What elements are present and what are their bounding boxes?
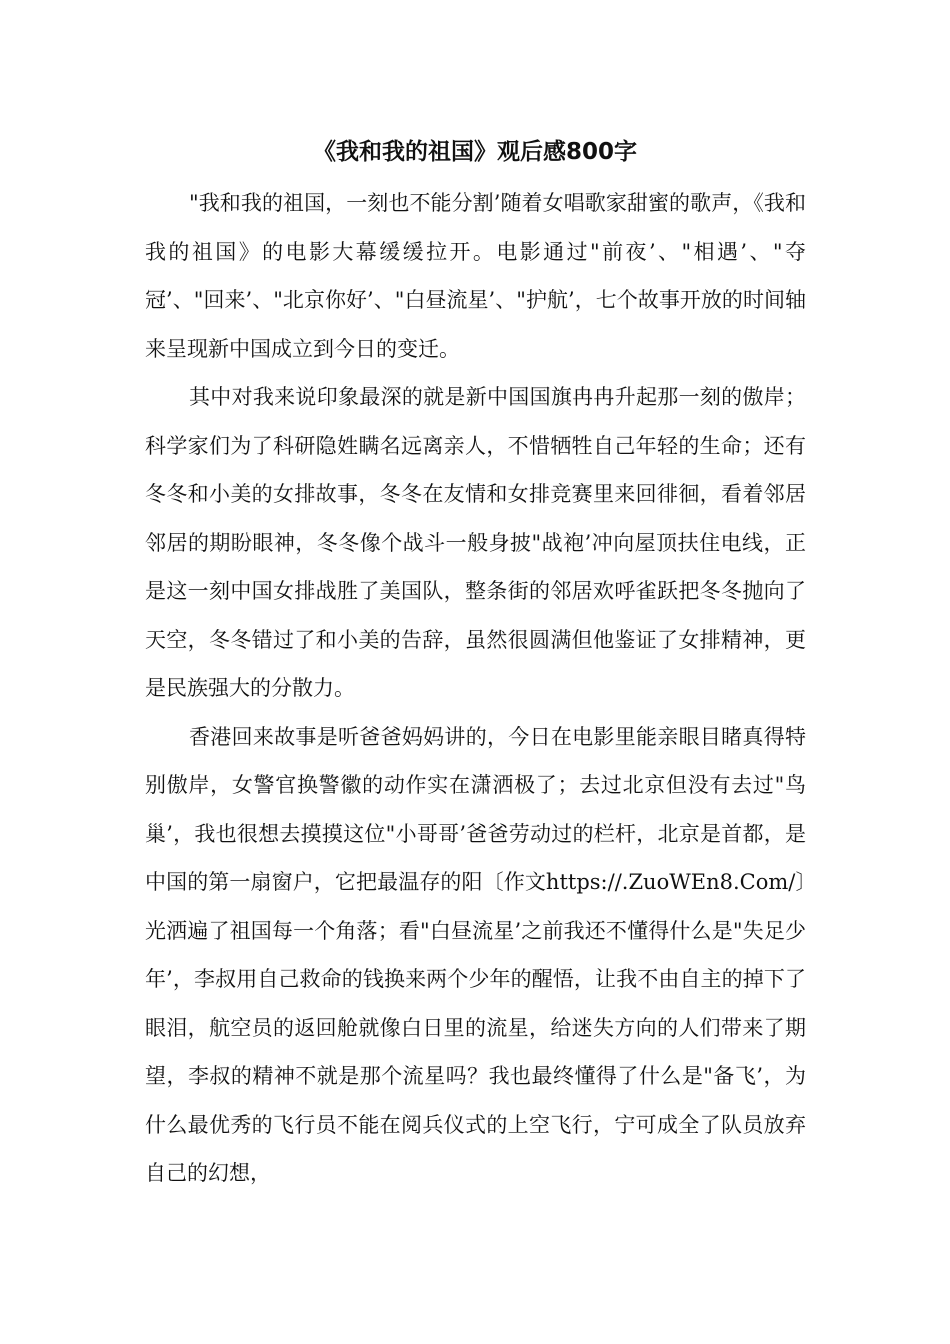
paragraph-2: 其中对我来说印象最深的就是新中国国旗冉冉升起那一刻的傲岸；科学家们为了科研隐姓瞒名远离亲人，不惜牺牲自己年轻的生命；还有冬冬和小美的女排故事，冬冬在友情和女排竞赛里来回徘徊，看着邻居邻居的期盼眼神，冬冬像个战斗一般身披"战袍’冲向屋顶扶住电线，正是这一刻中国女排战胜了美国队，整条街的邻居欢呼雀跃把冬冬抛向了天空，冬冬错过了和小美的告辞，虽然很圆满但他鉴证了女排精神，更是民族强大的分散力。 — [145, 385, 806, 700]
paragraph-3: 香港回来故事是听爸爸妈妈讲的，今日在电影里能亲眼目睹真得特别傲岸，女警官换警徽的动作实在潇洒极了；去过北京但没有去过"鸟巢’，我也很想去摸摸这位"小哥哥’爸爸劳动过的栏杆，北京是首都，是中国的第一扇窗户，它把最温存的阳〔作文https://.ZuoWEn8.Com/〕光洒遍了祖国每一个角落；看"白昼流星’之前我还不懂得什么是"失足少年’，李叔用自己救命的钱换来两个少年的醒悟，让我不由自主的掉下了眼泪，航空员的返回舱就像白日里的流星，给迷失方向的人们带来了期望，李叔的精神不就是那个流星吗？我也最终懂得了什么是"备飞’，为什么最优秀的飞行员不能在阅兵仪式的上空飞行，宁可成全了队员放弃自己的幻想， — [145, 724, 806, 1185]
document-title: 《我和我的祖国》观后感800字 — [312, 139, 637, 165]
document-body — [145, 179, 806, 1198]
paragraph-1: "我和我的祖国，一刻也不能分割’随着女唱歌家甜蜜的歌声，《我和我的祖国》的电影大幕缓缓拉开。电影通过"前夜’、"相遇’、"夺冠’、"回来’、"北京你好’、"白昼流星’、"护航’，七个故事开放的时间轴来呈现新中国成立到今日的变迁。 — [145, 191, 806, 361]
